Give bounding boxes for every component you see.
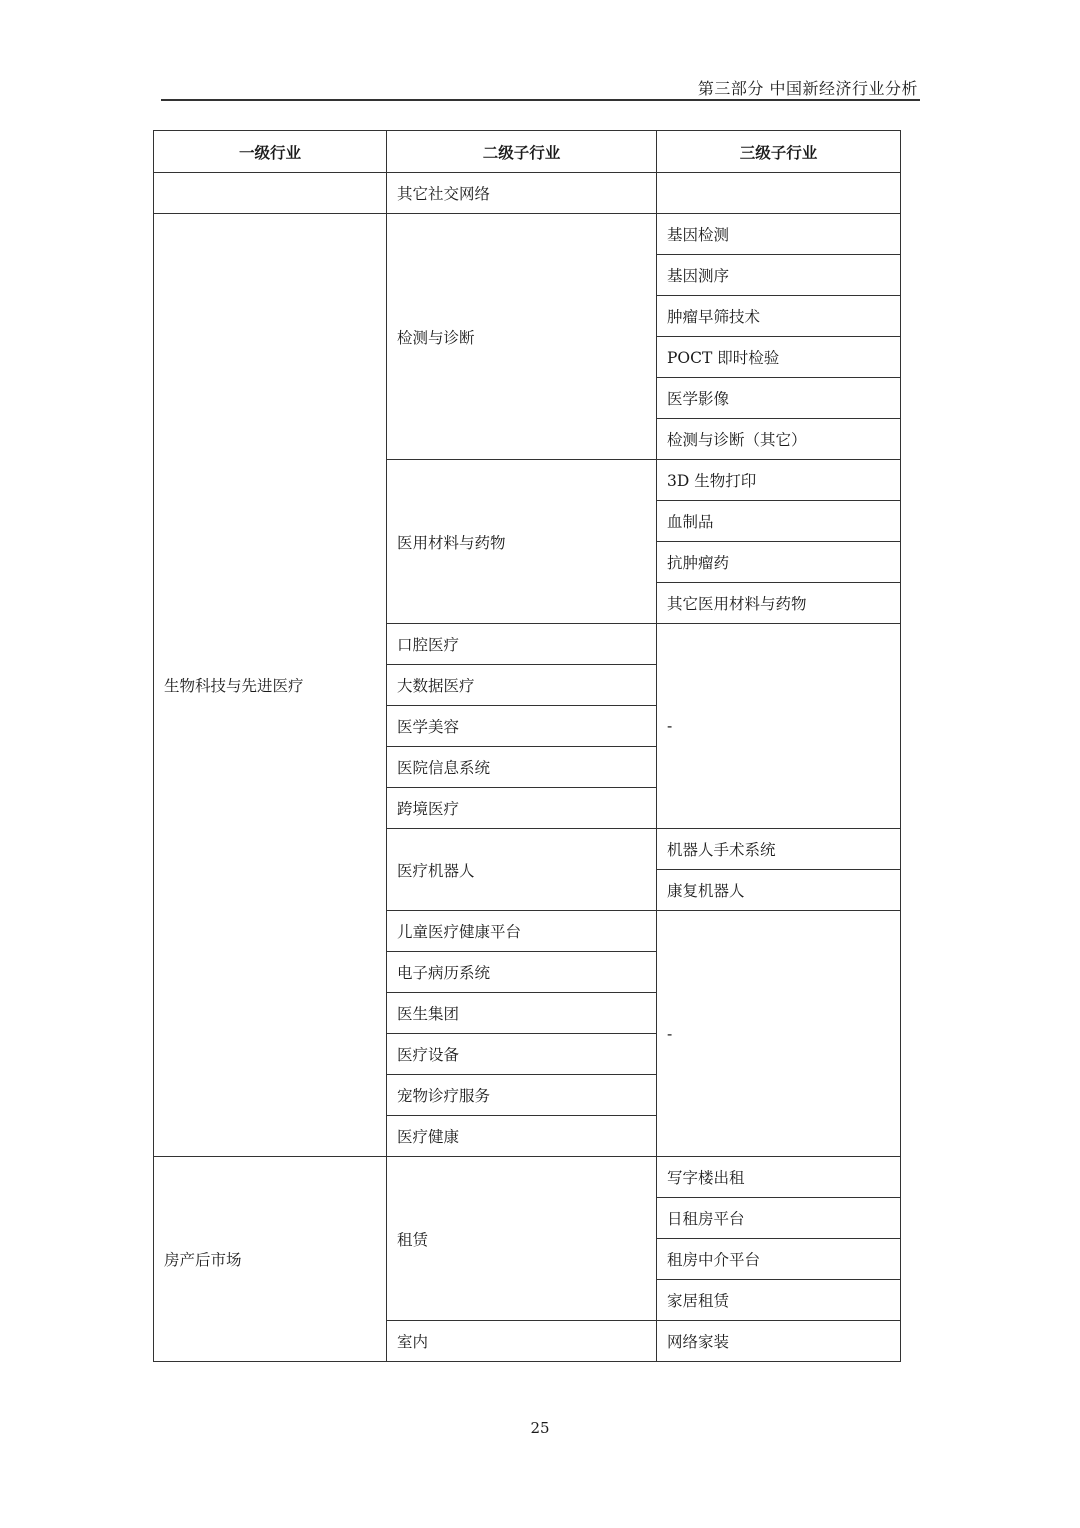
level3-cell: 检测与诊断（其它） — [657, 419, 901, 460]
table-row — [154, 214, 901, 255]
level3-cell: 日租房平台 — [657, 1198, 901, 1239]
level2-cell: 医疗机器人 — [387, 829, 657, 911]
level2-cell: 其它社交网络 — [387, 173, 657, 214]
level3-cell: POCT 即时检验 — [657, 337, 901, 378]
level3-cell: - — [657, 911, 901, 1157]
header-level3: 三级子行业 — [657, 131, 901, 173]
level2-cell: 医疗健康 — [387, 1116, 657, 1157]
level3-cell: 康复机器人 — [657, 870, 901, 911]
level3-cell: 家居租赁 — [657, 1280, 901, 1321]
level2-cell: 跨境医疗 — [387, 788, 657, 829]
header-level2: 二级子行业 — [387, 131, 657, 173]
page-number: 25 — [530, 1419, 550, 1437]
level2-cell: 租赁 — [387, 1157, 657, 1321]
level3-cell: 肿瘤早筛技术 — [657, 296, 901, 337]
level3-cell: 租房中介平台 — [657, 1239, 901, 1280]
level3-cell: 网络家装 — [657, 1321, 901, 1362]
header-level1: 一级行业 — [154, 131, 387, 173]
level3-cell: 血制品 — [657, 501, 901, 542]
level2-cell: 医生集团 — [387, 993, 657, 1034]
level1-cell: 生物科技与先进医疗 — [154, 214, 387, 1157]
level3-cell — [657, 173, 901, 214]
industry-classification-table — [153, 130, 901, 1362]
table-header-row — [154, 131, 901, 173]
level2-cell: 大数据医疗 — [387, 665, 657, 706]
level3-cell: 3D 生物打印 — [657, 460, 901, 501]
level3-cell: 其它医用材料与药物 — [657, 583, 901, 624]
level3-cell: - — [657, 624, 901, 829]
level1-cell: 房产后市场 — [154, 1157, 387, 1362]
level2-cell: 医用材料与药物 — [387, 460, 657, 624]
level3-cell: 基因测序 — [657, 255, 901, 296]
level3-cell: 机器人手术系统 — [657, 829, 901, 870]
level2-cell: 医院信息系统 — [387, 747, 657, 788]
level2-cell: 电子病历系统 — [387, 952, 657, 993]
level2-cell: 医疗设备 — [387, 1034, 657, 1075]
level2-cell: 室内 — [387, 1321, 657, 1362]
level3-cell: 基因检测 — [657, 214, 901, 255]
level2-cell: 医学美容 — [387, 706, 657, 747]
running-header: 第三部分 中国新经济行业分析 — [697, 79, 918, 98]
header-rule — [161, 99, 920, 101]
level2-cell: 口腔医疗 — [387, 624, 657, 665]
level3-cell: 抗肿瘤药 — [657, 542, 901, 583]
level2-cell: 检测与诊断 — [387, 214, 657, 460]
table-row — [154, 173, 901, 214]
level2-cell: 宠物诊疗服务 — [387, 1075, 657, 1116]
table-row — [154, 1157, 901, 1198]
level3-cell: 医学影像 — [657, 378, 901, 419]
level1-cell — [154, 173, 387, 214]
level2-cell: 儿童医疗健康平台 — [387, 911, 657, 952]
level3-cell: 写字楼出租 — [657, 1157, 901, 1198]
